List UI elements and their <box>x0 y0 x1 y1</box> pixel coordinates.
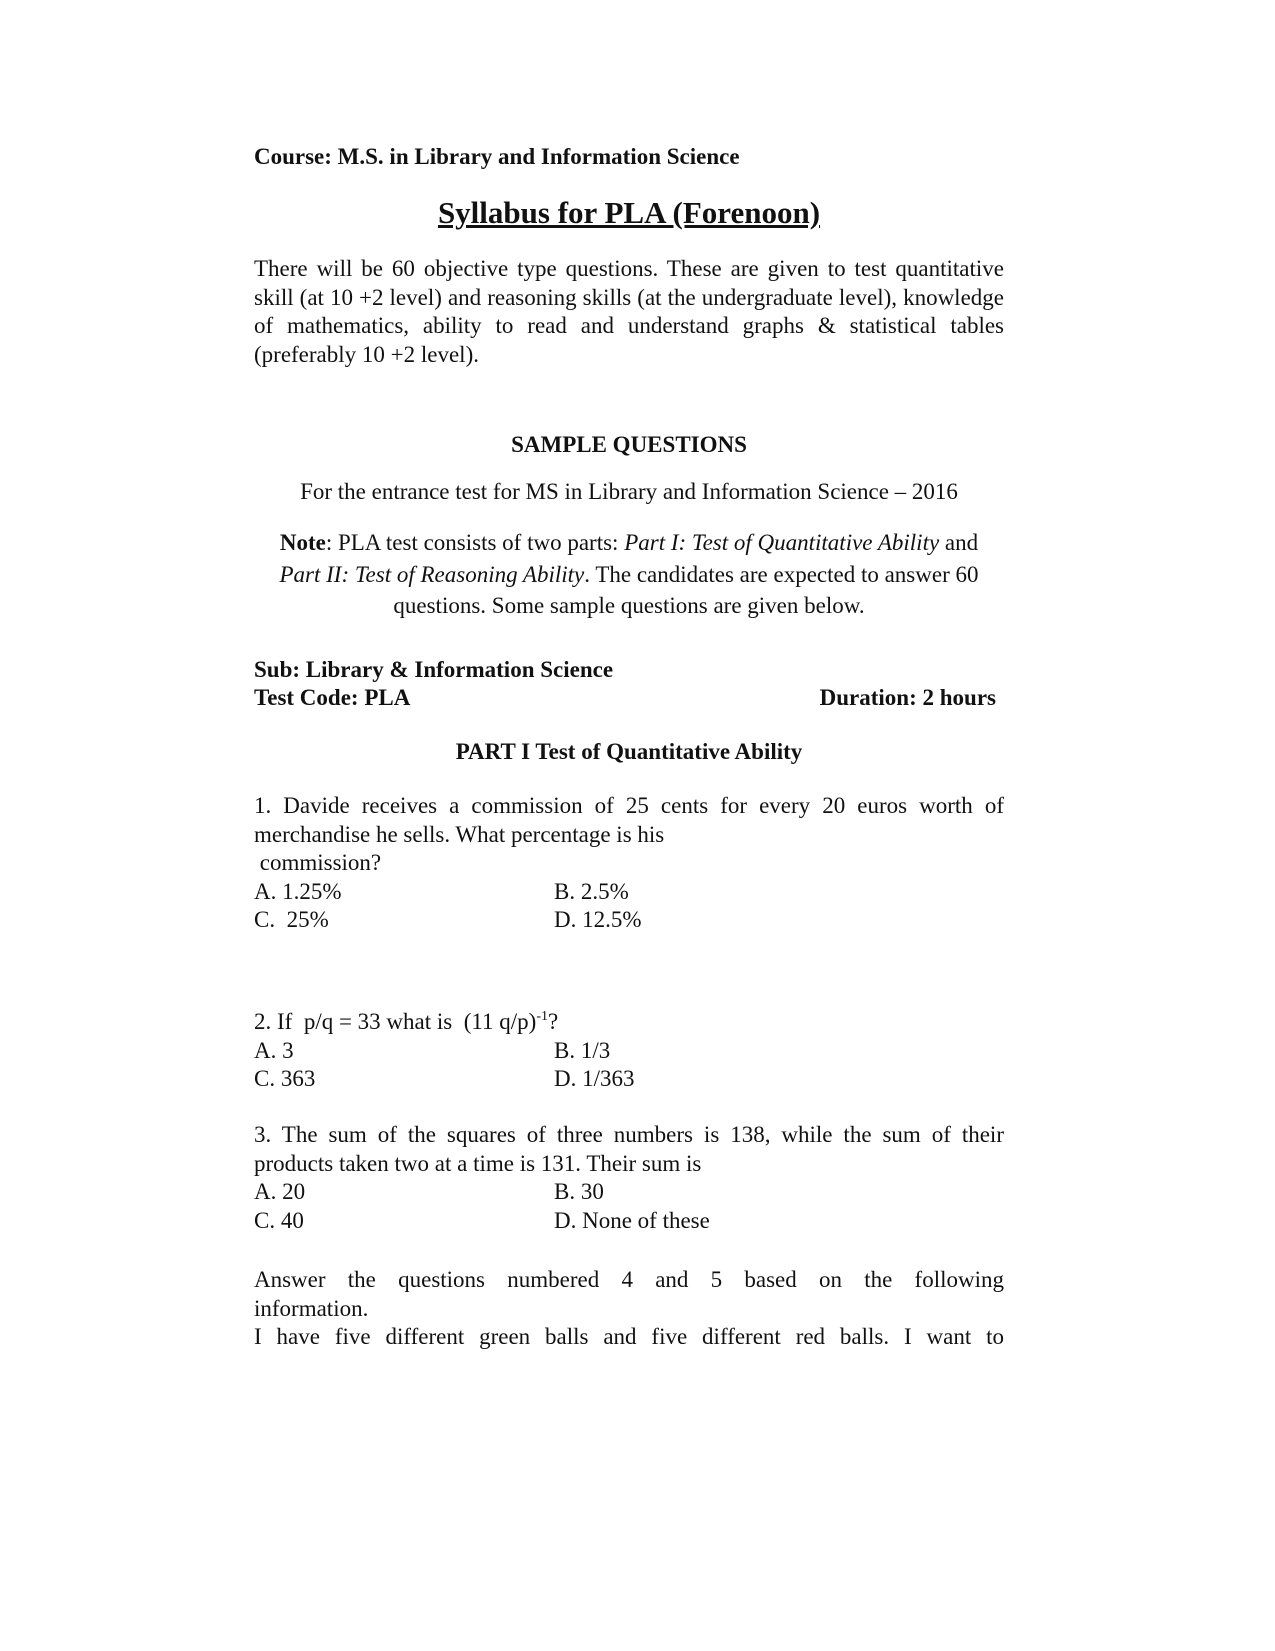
note-text-3: . The candidates are expected to answer 60 questions. Some sample questions are given below. <box>393 561 979 618</box>
course-heading: Course: M.S. in Library and Information Science <box>254 144 740 169</box>
sample-subtitle: For the entrance test for MS in Library and Information Science – 2016 <box>300 479 958 504</box>
question-1-option-c: C. 25% <box>254 907 329 932</box>
question-3-option-c: C. 40 <box>254 1207 304 1233</box>
question-1-option-a: A. 1.25% <box>254 878 342 904</box>
question-1-line-1: 1. Davide receives a commission of 25 cents for every 20 euros worth of <box>254 793 1004 818</box>
question-3-line-1: 3. The sum of the squares of three numbers is 138, while the sum of their <box>254 1122 1004 1147</box>
note-part1: Part I: Test of Quantitative Ability <box>624 530 940 555</box>
note-paragraph <box>262 527 996 622</box>
note-part2: Part II: Test of Reasoning Ability <box>279 561 585 587</box>
sample-questions-heading: SAMPLE QUESTIONS <box>511 432 747 457</box>
question-3-option-d: D. None of these <box>554 1207 710 1233</box>
subject-line: Sub: Library & Information Science <box>254 657 614 682</box>
question-2-stem: 2. If p/q = 33 what is (11 q/p) <box>254 1009 537 1034</box>
question-3-option-a: A. 20 <box>254 1179 306 1204</box>
question-2-option-a: A. 3 <box>254 1037 294 1063</box>
question-3-line-2: products taken two at a time is 131. Their sum is <box>254 1150 702 1176</box>
question-2-exponent: -1 <box>536 1009 549 1024</box>
question-1 <box>254 792 1004 935</box>
question-1-line-2: merchandise he sells. What percentage is his <box>254 821 665 847</box>
part-heading: PART I Test of Quantitative Ability <box>455 739 803 764</box>
question-2-option-d: D. 1/363 <box>554 1066 635 1091</box>
intro-paragraph: There will be 60 objective type questions. These are given to test quantitative skill (at 10 +2 level) and reasoning skills (at the undergraduate level), knowledge of mathematics, ability to read and understand graphs & statistical tables (preferably 10 +2 level). <box>254 256 1004 367</box>
page-title: Syllabus for PLA (Forenoon) <box>437 195 821 230</box>
instruction-line-1: Answer the questions numbered 4 and 5 based on the following <box>254 1267 1004 1292</box>
question-2-end: ? <box>548 1009 559 1034</box>
note-text-1: : PLA test consists of two parts: <box>325 530 625 555</box>
test-code: Test Code: PLA <box>254 685 411 710</box>
note-text-2: and <box>939 530 979 555</box>
question-3 <box>254 1121 1004 1235</box>
note-label: Note <box>279 530 326 555</box>
question-2-option-c: C. 363 <box>254 1066 316 1091</box>
question-3-option-b: B. 30 <box>554 1179 604 1204</box>
question-2-text <box>254 1008 1004 1037</box>
instruction-paragraph <box>254 1266 1004 1352</box>
question-2-option-b: B. 1/3 <box>554 1037 611 1063</box>
question-1-line-3: commission? <box>254 850 382 875</box>
duration: Duration: 2 hours <box>819 685 996 710</box>
question-2 <box>254 1008 1004 1094</box>
question-1-option-d: D. 12.5% <box>554 907 642 932</box>
question-1-option-b: B. 2.5% <box>554 878 629 904</box>
instruction-line-2: information. <box>254 1295 369 1321</box>
instruction-line-3: I have five different green balls and five different red balls. I want to <box>254 1324 1004 1349</box>
